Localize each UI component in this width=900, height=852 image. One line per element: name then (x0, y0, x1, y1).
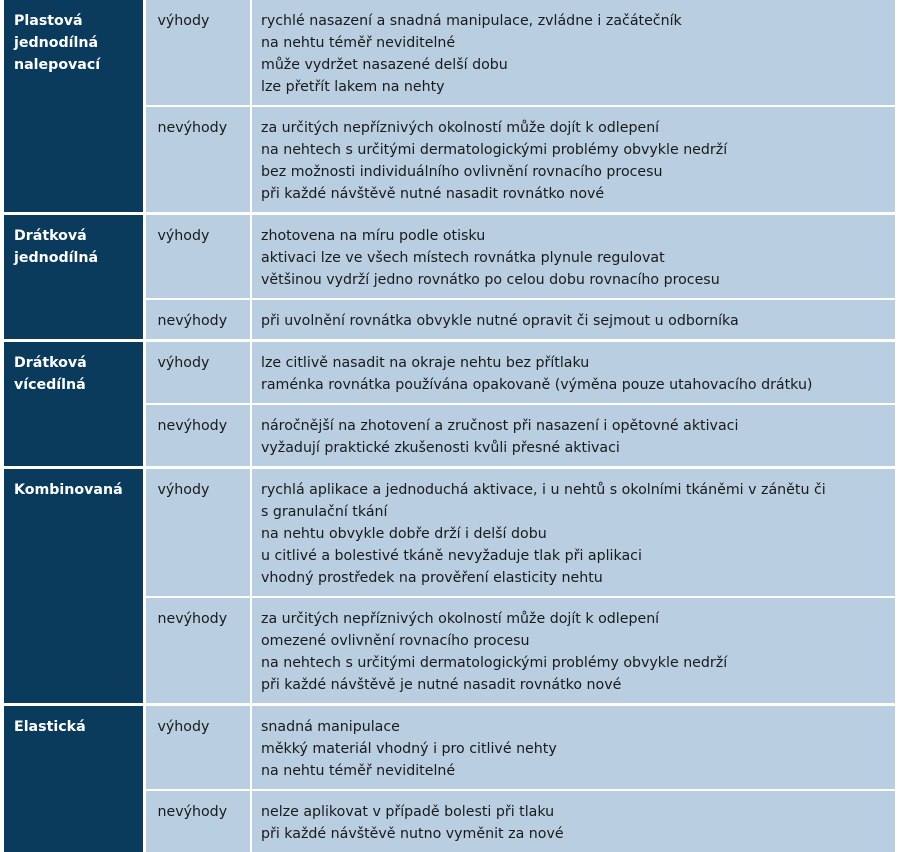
description-line: u citlivé a bolestivé tkáně nevyžaduje tlak při aplikaci (261, 545, 887, 567)
description-line: na nehtu téměř neviditelné (261, 760, 887, 782)
description-line: snadná manipulace (261, 716, 887, 738)
advantages-label: výhody (144, 468, 251, 598)
description-line: za určitých nepříznivých okolností může dojít k odlepení (261, 117, 887, 139)
description-line: bez možnosti individuálního ovlivnění rovnacího procesu (261, 161, 887, 183)
description-line: rychlé nasazení a snadná manipulace, zvládne i začátečník (261, 10, 887, 32)
description-line: lze přetřít lakem na nehty (261, 76, 887, 98)
description-line: s granulační tkání (261, 501, 887, 523)
table-row (4, 0, 895, 106)
description-line: zhotovena na míru podle otisku (261, 225, 887, 247)
description-cell (251, 404, 895, 468)
table-row (4, 468, 895, 598)
brace-type-label: nalepovací (14, 54, 135, 76)
brace-type-label: vícedílná (14, 374, 135, 396)
advantages-label: výhody (144, 0, 251, 106)
description-line: nelze aplikovat v případě bolesti při tlaku (261, 801, 887, 823)
description-line: vyžadují praktické zkušenosti kvůli přesné aktivaci (261, 437, 887, 459)
brace-type-label: jednodílná (14, 32, 135, 54)
description-line: většinou vydrží jedno rovnátko po celou dobu rovnacího procesu (261, 269, 887, 291)
disadvantages-label: nevýhody (144, 106, 251, 214)
description-line: náročnější na zhotovení a zručnost při nasazení i opětovné aktivaci (261, 415, 887, 437)
description-line: raménka rovnátka používána opakovaně (výměna pouze utahovacího drátku) (261, 374, 887, 396)
disadvantages-label: nevýhody (144, 299, 251, 341)
description-cell (251, 790, 895, 852)
advantages-label: výhody (144, 214, 251, 300)
description-line: aktivaci lze ve všech místech rovnátka plynule regulovat (261, 247, 887, 269)
description-line: lze citlivě nasadit na okraje nehtu bez přítlaku (261, 352, 887, 374)
description-line: při uvolnění rovnátka obvykle nutné opravit či sejmout u odborníka (261, 310, 887, 332)
brace-type-cell (4, 0, 144, 214)
brace-type-cell (4, 341, 144, 468)
advantages-label: výhody (144, 341, 251, 405)
description-cell (251, 0, 895, 106)
description-line: omezené ovlivnění rovnacího procesu (261, 630, 887, 652)
description-line: na nehtu obvykle dobře drží i delší dobu (261, 523, 887, 545)
description-line: při každé návštěvě nutno vyměnit za nové (261, 823, 887, 845)
brace-type-label: Drátková (14, 225, 135, 247)
description-cell (251, 597, 895, 705)
table-body (4, 0, 895, 852)
description-cell (251, 705, 895, 791)
brace-type-label: Plastová (14, 10, 135, 32)
advantages-label: výhody (144, 705, 251, 791)
table-row (4, 341, 895, 405)
description-line: rychlá aplikace a jednoduchá aktivace, i u nehtů s okolními tkáněmi v zánětu či (261, 479, 887, 501)
table-row (4, 214, 895, 300)
disadvantages-label: nevýhody (144, 790, 251, 852)
description-line: při každé návštěvě nutné nasadit rovnátko nové (261, 183, 887, 205)
description-line: může vydržet nasazené delší dobu (261, 54, 887, 76)
description-cell (251, 299, 895, 341)
description-cell (251, 106, 895, 214)
description-line: na nehtu téměř neviditelné (261, 32, 887, 54)
description-cell (251, 341, 895, 405)
description-line: za určitých nepříznivých okolností může dojít k odlepení (261, 608, 887, 630)
disadvantages-label: nevýhody (144, 404, 251, 468)
disadvantages-label: nevýhody (144, 597, 251, 705)
brace-type-label: Drátková (14, 352, 135, 374)
description-line: na nehtech s určitými dermatologickými problémy obvykle nedrží (261, 652, 887, 674)
table-row (4, 705, 895, 791)
brace-type-label: jednodílná (14, 247, 135, 269)
brace-type-label: Kombinovaná (14, 479, 135, 501)
description-line: při každé návštěvě je nutné nasadit rovnátko nové (261, 674, 887, 696)
brace-comparison-table (4, 0, 895, 852)
description-cell (251, 214, 895, 300)
description-line: měkký materiál vhodný i pro citlivé nehty (261, 738, 887, 760)
description-line: na nehtech s určitými dermatologickými problémy obvykle nedrží (261, 139, 887, 161)
brace-type-cell (4, 705, 144, 852)
description-line: vhodný prostředek na prověření elasticity nehtu (261, 567, 887, 589)
brace-type-cell (4, 214, 144, 341)
brace-type-cell (4, 468, 144, 705)
description-cell (251, 468, 895, 598)
brace-type-label: Elastická (14, 716, 135, 738)
